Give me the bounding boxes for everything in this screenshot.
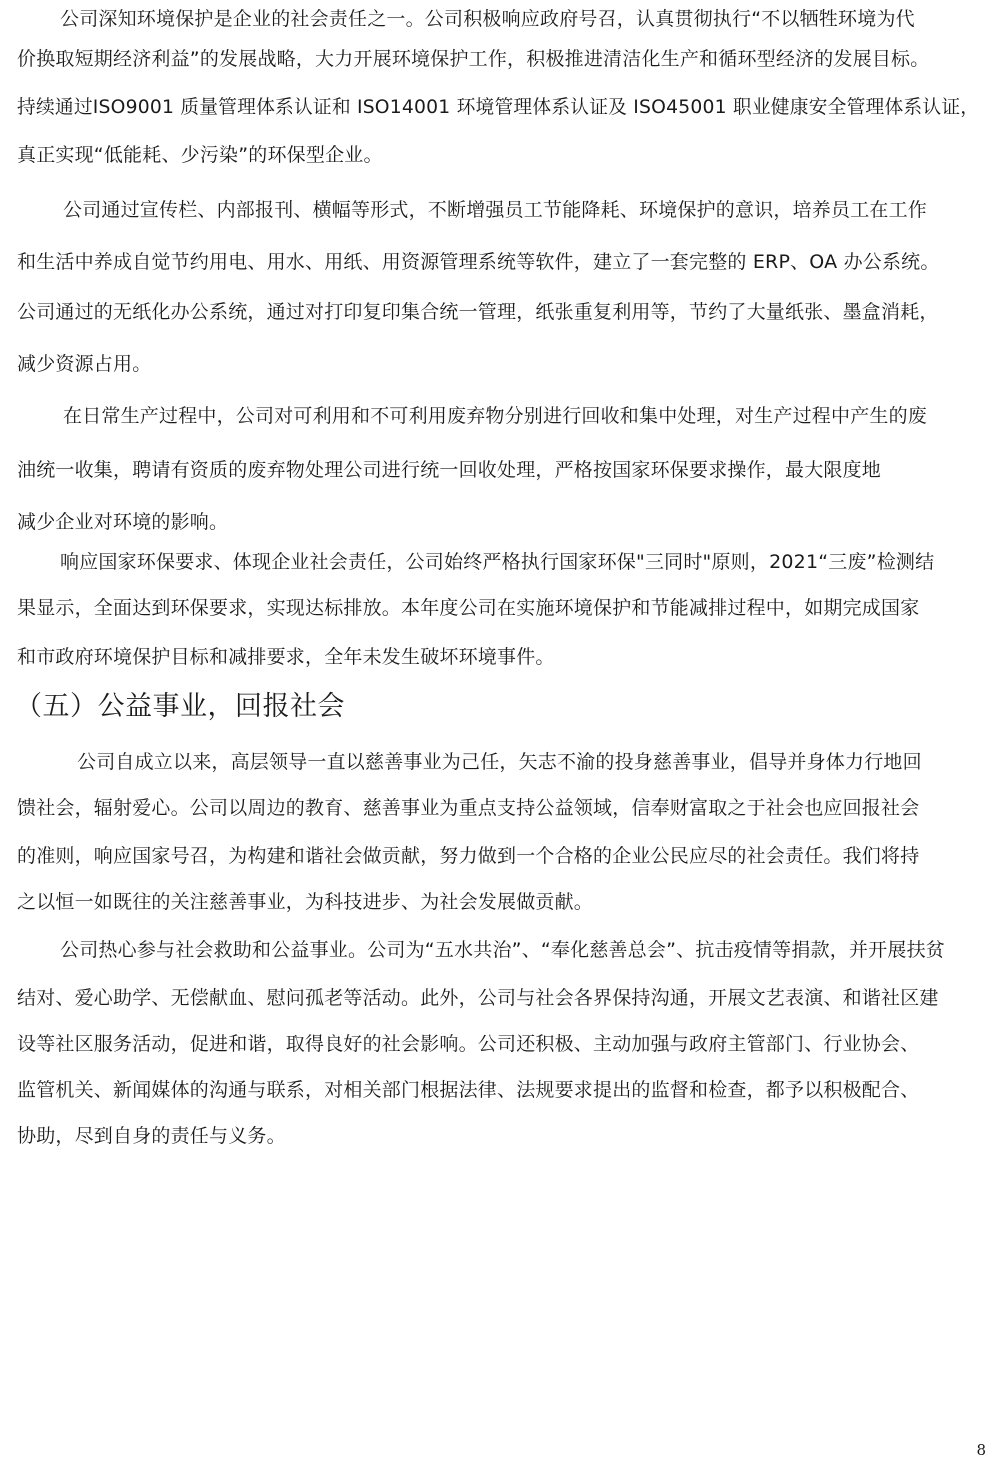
text-line: 响应国家环保要求、体现企业社会责任，公司始终严格执行国家环保"三同时"原则，2021“三废”检测结 [60,551,935,573]
text-line: 价换取短期经济利益”的发展战略，大力开展环境保护工作，积极推进清洁化生产和循环型经济的发展目标。 [17,48,930,70]
text-line: 持续通过ISO9001 质量管理体系认证和 ISO14001 环境管理体系认证及 ISO45001 职业健康安全管理体系认证， [17,97,980,118]
page-number: 8 [976,1441,986,1459]
text-line: 公司热心参与社会救助和公益事业。公司为“五水共治”、“奉化慈善总会”、抗击疫情等捐款，并开展扶贫 [60,939,945,961]
text-line: 减少资源占用。 [17,353,152,375]
text-line: 协助，尽到自身的责任与义务。 [17,1125,286,1147]
text-line: 结对、爱心助学、无偿献血、慰问孤老等活动。此外，公司与社会各界保持沟通，开展文艺表演、和谐社区建 [17,987,939,1009]
text-line: 果显示，全面达到环保要求，实现达标排放。本年度公司在实施环境保护和节能减排过程中，如期完成国家 [17,597,920,619]
text-line: 公司通过宣传栏、内部报刊、横幅等形式，不断增强员工节能降耗、环境保护的意识，培养员工在工作 [63,199,928,221]
text-line: 公司自成立以来，高层领导一直以慈善事业为己任，矢志不渝的投身慈善事业，倡导并身体力行地回 [77,751,922,773]
text-line: 设等社区服务活动，促进和谐，取得良好的社会影响。公司还积极、主动加强与政府主管部门、行业协会、 [17,1033,920,1055]
text-line: 馈社会，辐射爱心。公司以周边的教育、慈善事业为重点支持公益领域，信奉财富取之于社会也应回报社会 [17,797,920,819]
text-line: 之以恒一如既往的关注慈善事业，为科技进步、为社会发展做贡献。 [17,891,594,913]
text-line: 油统一收集，聘请有资质的废弃物处理公司进行统一回收处理，严格按国家环保要求操作，最大限度地 [17,459,882,481]
text-line: 的准则，响应国家号召，为构建和谐社会做贡献，努力做到一个合格的企业公民应尽的社会责任。我们将持 [17,845,920,867]
text-line: 真正实现“低能耗、少污染”的环保型企业。 [17,144,383,166]
text-line: 和生活中养成自觉节约用电、用水、用纸、用资源管理系统等软件，建立了一套完整的 ERP、OA 办公系统。 [17,251,940,273]
text-line: 公司深知环境保护是企业的社会责任之一。公司积极响应政府号召，认真贯彻执行“不以牺牲环境为代 [60,8,915,30]
section-heading: （五）公益事业，回报社会 [15,691,345,722]
text-line: 公司通过的无纸化办公系统，通过对打印复印集合统一管理，纸张重复利用等，节约了大量纸张、墨盒消耗， [17,301,939,323]
text-line: 和市政府环境保护目标和减排要求，全年未发生破坏环境事件。 [17,646,555,668]
text-line: 监管机关、新闻媒体的沟通与联系，对相关部门根据法律、法规要求提出的监督和检查，都予以积极配合、 [17,1079,920,1101]
text-line: 减少企业对环境的影响。 [17,511,229,533]
text-line: 在日常生产过程中，公司对可利用和不可利用废弃物分别进行回收和集中处理，对生产过程中产生的废 [63,405,928,427]
